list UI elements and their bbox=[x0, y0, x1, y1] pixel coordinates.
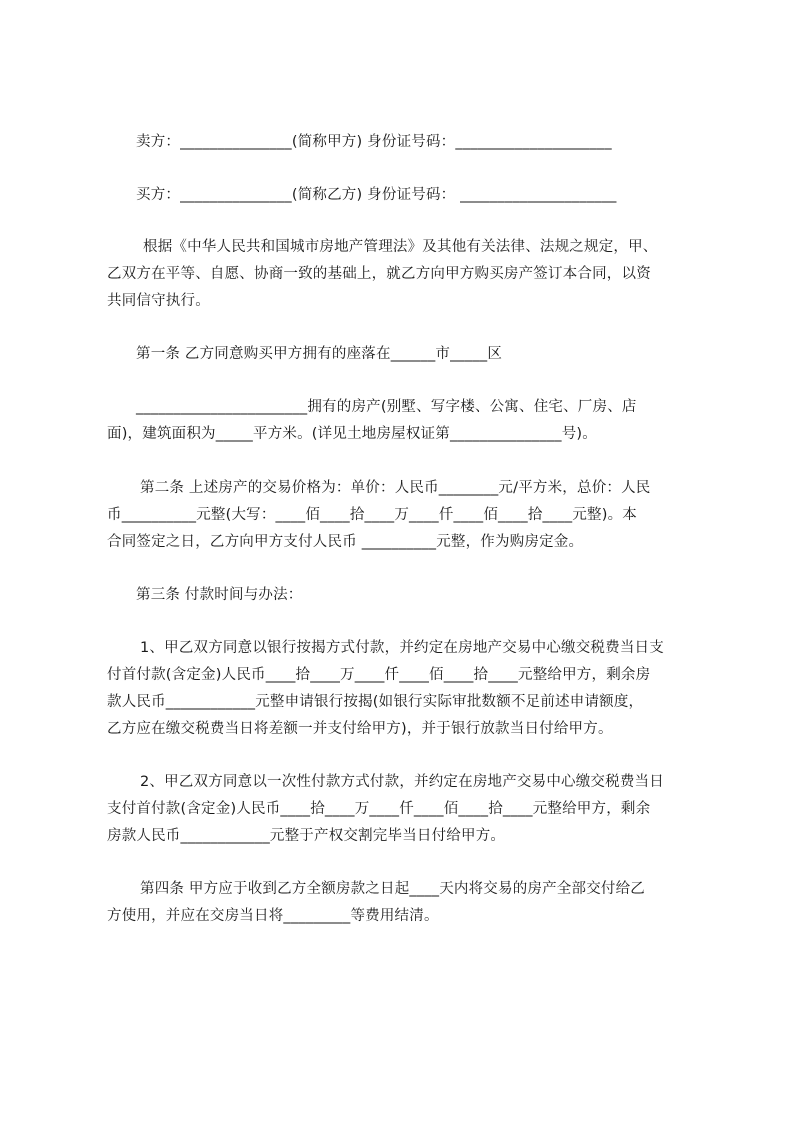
buyer-line: 买方：_______________(简称乙方) 身份证号码： _____________________ bbox=[136, 187, 617, 203]
article1-line: 面)，建筑面积为_____平方米。(详见土地房屋权证第_______________号)。 bbox=[107, 426, 597, 442]
article1-heading: 第一条 乙方同意购买甲方拥有的座落在______市_____区 bbox=[136, 346, 503, 362]
article4-line: 方使用，并应在交房当日将_________等费用结清。 bbox=[107, 908, 439, 924]
article3-option2-line: 2、甲乙双方同意以一次性付款方式付款，并约定在房地产交易中心缴交税费当日 bbox=[140, 774, 664, 790]
preamble-line: 乙双方在平等、自愿、协商一致的基础上，就乙方向甲方购买房产签订本合同，以资 bbox=[107, 266, 651, 282]
article4-line: 第四条 甲方应于收到乙方全额房款之日起____天内将交易的房产全部交付给乙 bbox=[140, 881, 646, 897]
article3-option1-line: 乙方应在缴交税费当日将差额一并支付给甲方)，并于银行放款当日付给甲方。 bbox=[107, 721, 613, 737]
article3-option1-line: 付首付款(含定金)人民币____拾____万____仟____佰____拾____元整给甲方，剩余房 bbox=[107, 667, 651, 683]
article2-line: 合同签定之日，乙方向甲方支付人民币 __________元整，作为购房定金。 bbox=[107, 534, 584, 550]
article3-option2-line: 房款人民币____________元整于产权交割完毕当日付给甲方。 bbox=[107, 828, 506, 844]
article3-option2-line: 支付首付款(含定金)人民币____拾____万____仟____佰____拾____元整给甲方，剩余 bbox=[107, 801, 651, 817]
preamble-line: 共同信守执行。 bbox=[107, 293, 210, 309]
article3-option1-line: 1、甲乙双方同意以银行按揭方式付款，并约定在房地产交易中心缴交税费当日支 bbox=[140, 640, 664, 656]
article2-line: 第二条 上述房产的交易价格为：单价：人民币________元/平方米，总价：人民 bbox=[140, 480, 651, 496]
preamble-line: 根据《中华人民共和国城市房地产管理法》及其他有关法律、法规之规定，甲、 bbox=[143, 239, 658, 255]
article3-option1-line: 款人民币____________元整申请银行按揭(如银行实际审批数额不足前述申请额度， bbox=[107, 694, 644, 710]
article3-heading: 第三条 付款时间与办法： bbox=[136, 587, 303, 603]
seller-line: 卖方：_______________(简称甲方) 身份证号码：_____________________ bbox=[136, 134, 612, 150]
article2-line: 币__________元整(大写：____佰____拾____万____仟____佰____拾____元整)。本 bbox=[107, 507, 638, 523]
article1-line: _______________________拥有的房产(别墅、写字楼、公寓、住宅、厂房、店 bbox=[136, 399, 637, 415]
